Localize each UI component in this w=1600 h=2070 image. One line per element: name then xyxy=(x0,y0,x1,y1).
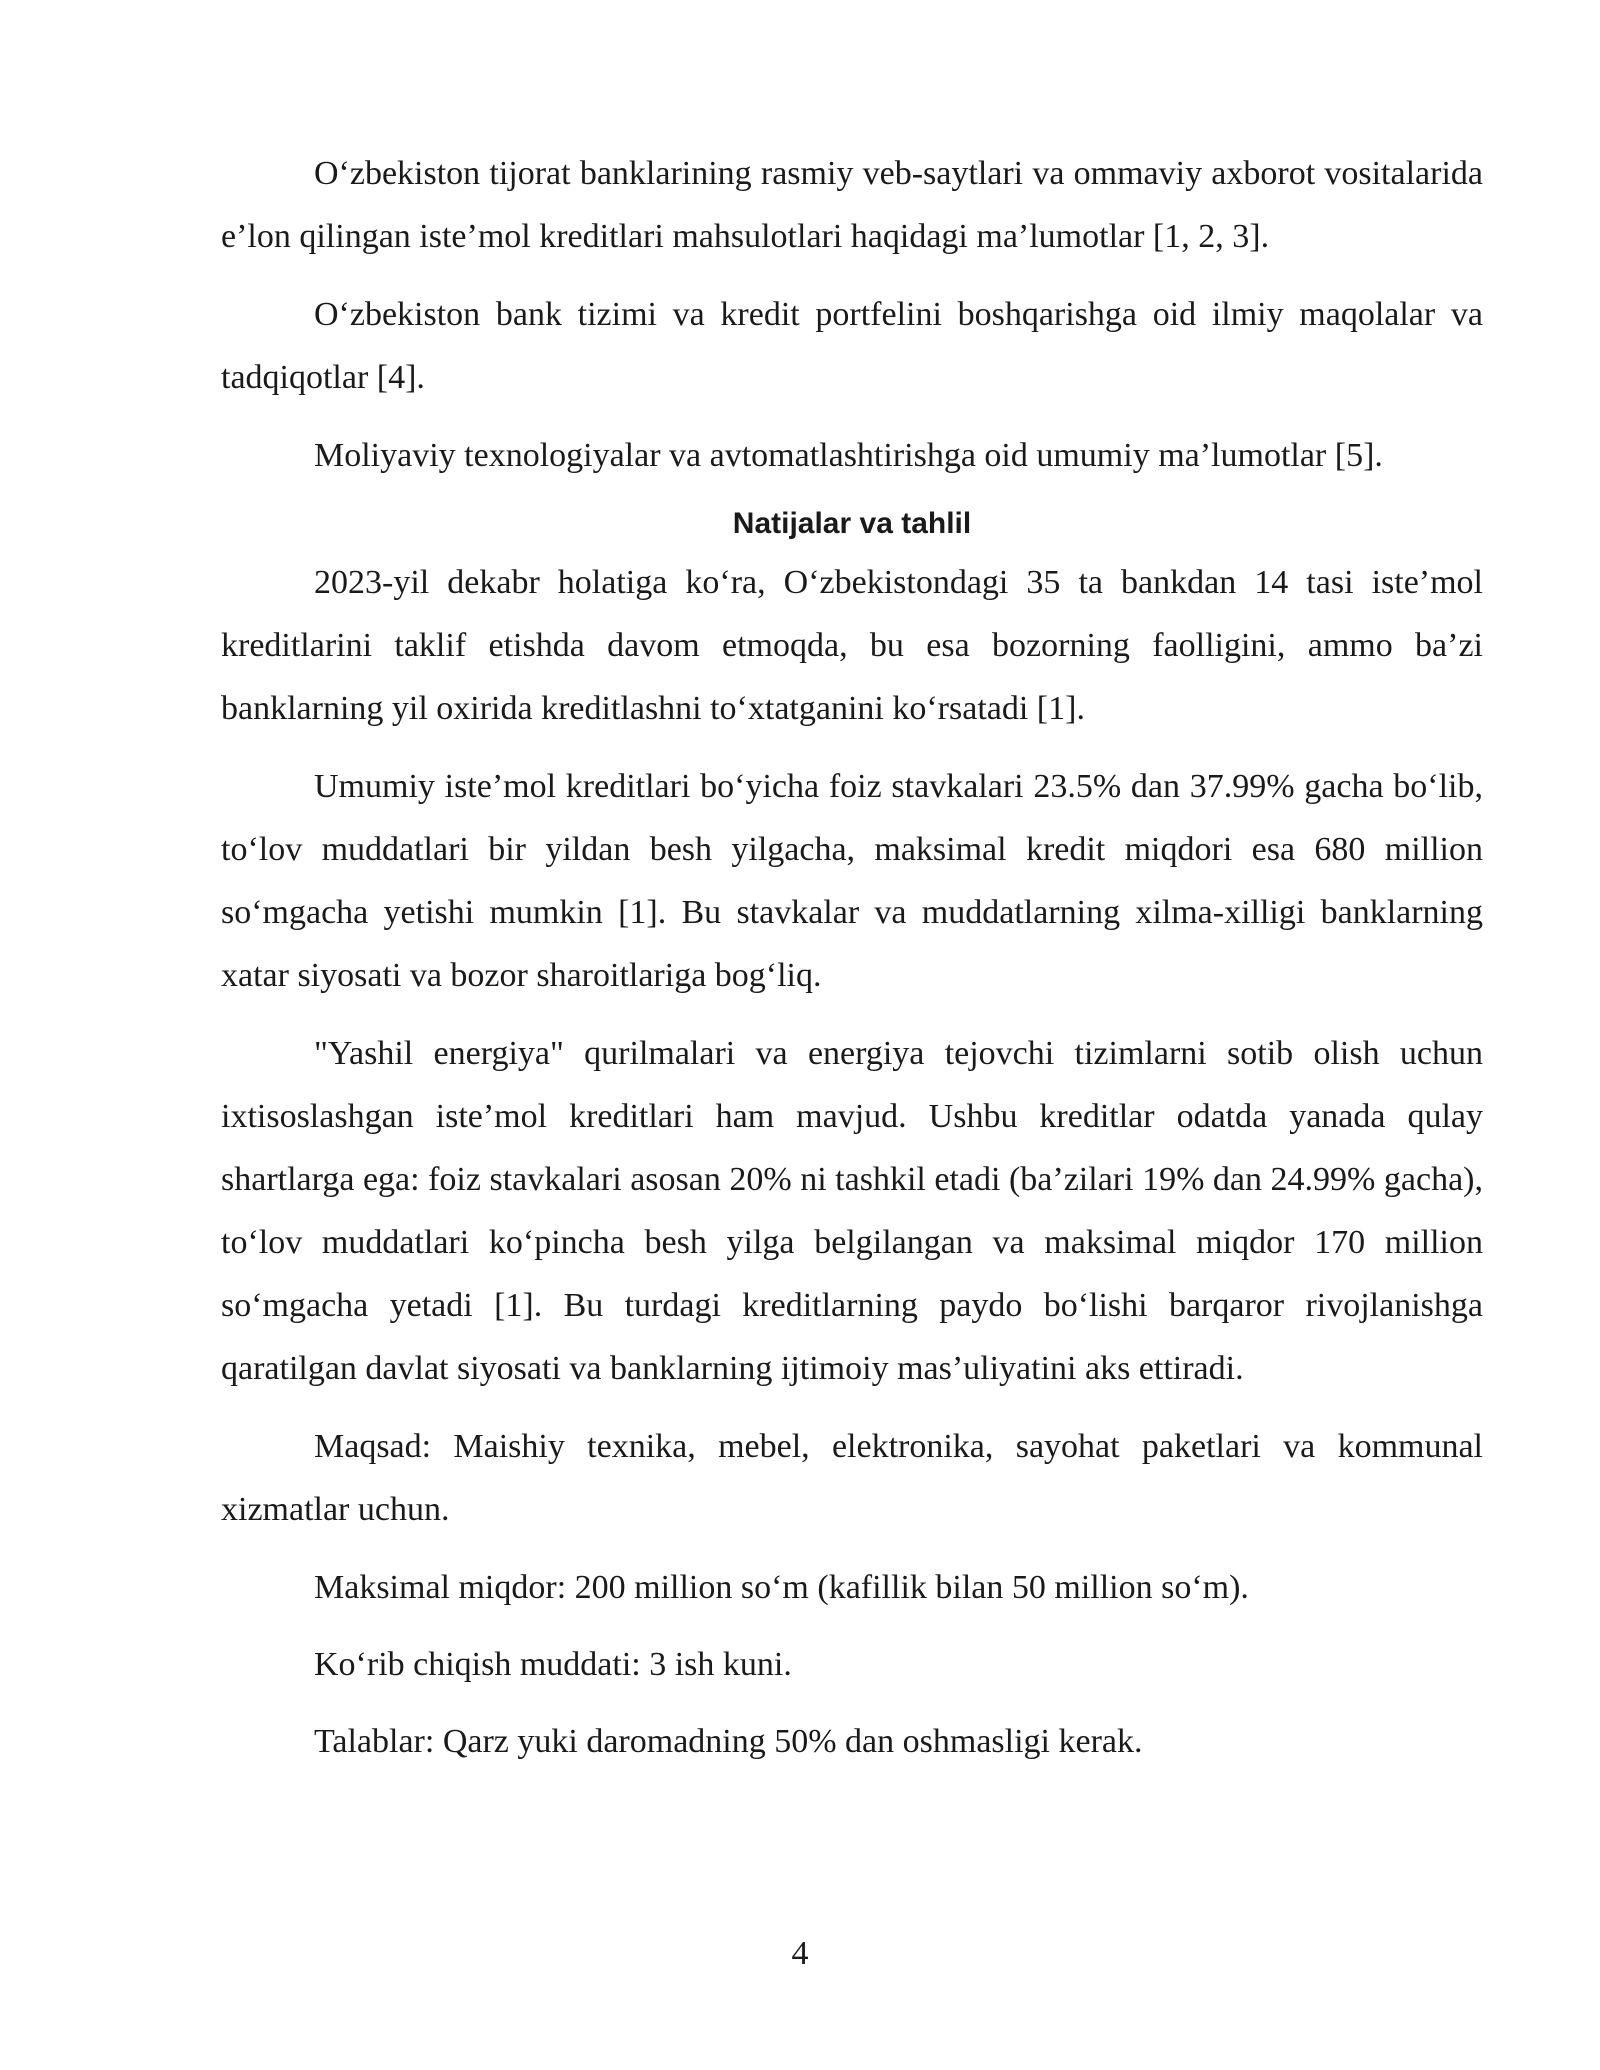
paragraph-purpose: Maqsad: Maishiy texnika, mebel, elektronika, sayohat paketlari va kommunal xizmatlar uchun. xyxy=(221,1428,1483,1528)
paragraph-interest-rates: Umumiy iste’mol kreditlari bo‘yicha foiz stavkalari 23.5% dan 37.99% gacha bo‘lib, to‘lov muddatlari bir yildan besh yilgacha, maksimal kredit miqdori esa 680 million so‘mgacha yetishi mumkin [1]. Bu stavkalar va muddatlarning xilma-xilligi banklarning xatar siyosati va bozor sharoitlariga bog‘liq. xyxy=(221,768,1483,994)
paragraph-review-period: Ko‘rib chiqish muddati: 3 ish kuni. xyxy=(314,1646,792,1683)
document-page xyxy=(221,142,1483,1787)
paragraph-green-energy-loans: "Yashil energiya" qurilmalari va energiya tejovchi tizimlarni sotib olish uchun ixtisoslashgan iste’mol kreditlari ham mavjud. Ushbu kreditlar odatda yanada qulay shartlarga ega: foiz stavkalari asosan 20% ni tashkil etadi (ba’zilari 19% dan 24.99% gacha), to‘lov muddatlari ko‘pincha besh yilga belgilangan va maksimal miqdor 170 million so‘mgacha yetadi [1]. Bu turdagi kreditlarning paydo bo‘lishi barqaror rivojlanishga qaratilgan davlat siyosati va banklarning ijtimoiy mas’uliyatini aks ettiradi. xyxy=(221,1035,1483,1387)
paragraph-max-amount: Maksimal miqdor: 200 million so‘m (kafillik bilan 50 million so‘m). xyxy=(314,1569,1249,1606)
paragraph-requirements: Talablar: Qarz yuki daromadning 50% dan oshmasligi kerak. xyxy=(314,1723,1143,1760)
paragraph-bank-count: 2023-yil dekabr holatiga ko‘ra, O‘zbekistondagi 35 ta bankdan 14 tasi iste’mol kreditlarini taklif etishda davom etmoqda, bu esa bozorning faolligini, ammo ba’zi banklarning yil oxirida kreditlashni to‘xtatganini ko‘rsatadi [1]. xyxy=(221,564,1483,727)
paragraph-sources-banks: O‘zbekiston tijorat banklarining rasmiy veb-saytlari va ommaviy axborot vositalarida e’lon qilingan iste’mol kreditlari mahsulotlari haqidagi ma’lumotlar [1, 2, 3]. xyxy=(221,155,1483,255)
paragraph-sources-articles: O‘zbekiston bank tizimi va kredit portfelini boshqarishga oid ilmiy maqolalar va tadqiqotlar [4]. xyxy=(221,296,1483,396)
section-heading: Natijalar va tahlil xyxy=(732,507,972,540)
page-number: 4 xyxy=(791,1935,809,1972)
paragraph-sources-fintech: Moliyaviy texnologiyalar va avtomatlashtirishga oid umumiy ma’lumotlar [5]. xyxy=(314,437,1383,474)
